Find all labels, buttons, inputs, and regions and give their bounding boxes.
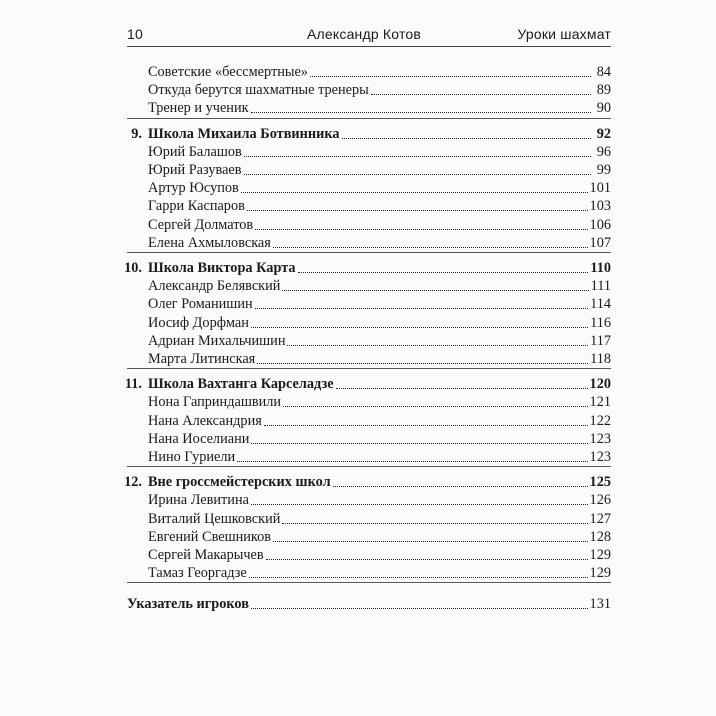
toc-page-number: 89 (596, 82, 611, 99)
chapter-number: 9. (131, 125, 142, 142)
toc-page-number: 114 (590, 296, 611, 313)
header-rule (127, 46, 611, 47)
dot-leader (251, 326, 588, 328)
page-number: 10 (127, 26, 143, 42)
toc-page-number: 96 (596, 143, 611, 160)
section-divider (127, 118, 611, 119)
toc-page-number: 127 (589, 510, 611, 527)
dot-leader (255, 228, 587, 230)
toc-page-number: 118 (590, 351, 611, 367)
toc-page-number: 123 (589, 430, 611, 447)
toc-entry-row (148, 347, 611, 367)
toc-page-number: 131 (589, 596, 611, 613)
toc-title: Марта Литинская (148, 351, 256, 367)
dot-leader (247, 209, 588, 211)
dot-leader (310, 75, 591, 77)
toc-entry-row (148, 409, 611, 429)
toc-page-number: 117 (590, 332, 611, 349)
toc-title: Сергей Долматов (148, 216, 254, 233)
running-header (127, 24, 611, 46)
toc-page-number: 107 (589, 234, 611, 251)
toc-title: Гарри Каспаров (148, 198, 245, 215)
dot-leader (336, 387, 588, 389)
toc-chapter-row (148, 470, 611, 490)
dot-leader (264, 424, 588, 426)
toc-page-number: 128 (589, 528, 611, 545)
dot-leader (251, 111, 591, 113)
toc-title: Юрий Балашов (148, 143, 242, 160)
toc-page-number: 123 (589, 449, 611, 465)
toc-entry-row (148, 311, 611, 331)
dot-leader (283, 405, 588, 407)
toc-entry-row (148, 427, 611, 447)
toc-page-number: 116 (590, 314, 611, 331)
dot-leader (282, 522, 587, 524)
toc-page-number: 106 (589, 216, 611, 233)
toc-title: Юрий Разуваев (148, 162, 242, 178)
toc-page-number: 129 (589, 565, 611, 582)
toc-title: Нана Александрия (148, 412, 262, 429)
toc-title: Нана Иоселиани (148, 430, 250, 447)
section-divider (127, 466, 611, 467)
toc-entry-row (148, 96, 611, 116)
toc-title: Тренер и ученик (148, 100, 249, 117)
toc-page-number: 84 (596, 64, 611, 80)
toc-entry-row (148, 390, 611, 410)
toc-title: Евгений Свешников (148, 528, 272, 545)
toc-title: Школа Виктора Карта (148, 260, 296, 276)
toc-entry-row (148, 231, 611, 251)
toc-title: Откуда берутся шахматные тренеры (148, 82, 369, 99)
toc-chapter-row (148, 122, 611, 142)
toc-entry-row (148, 274, 611, 294)
toc-entry-row (148, 525, 611, 545)
running-book-title: Уроки шахмат (517, 26, 611, 42)
dot-leader (255, 307, 588, 309)
dot-leader (241, 191, 588, 193)
toc-title: Артур Юсупов (148, 180, 239, 197)
toc-entry-row (148, 543, 611, 563)
toc-entry-row (148, 194, 611, 214)
toc-title: Иосиф Дорфман (148, 314, 249, 331)
dot-leader (282, 289, 588, 291)
toc-entry-row (148, 561, 611, 581)
chapter-number: 11. (124, 376, 142, 393)
toc-index-row (127, 592, 611, 612)
dot-leader (273, 540, 588, 542)
toc-page-number: 92 (596, 125, 611, 142)
dot-leader (257, 362, 588, 364)
toc-entry-row (148, 78, 611, 98)
toc-entry-row (148, 213, 611, 233)
toc-page-number: 129 (589, 547, 611, 563)
toc-title: Советские «бессмертные» (148, 64, 308, 80)
section-divider (127, 368, 611, 369)
dot-leader (251, 442, 587, 444)
toc-page-number: 122 (589, 412, 611, 429)
toc-title: Виталий Цешковский (148, 510, 281, 527)
toc-title: Школа Вахтанга Карселадзе (148, 376, 334, 393)
toc-title: Школа Михаила Ботвинника (148, 125, 340, 142)
toc-title: Нино Гуриели (148, 449, 236, 465)
toc-title: Указатель игроков (127, 596, 249, 613)
toc-page-number: 101 (589, 180, 611, 197)
dot-leader (298, 271, 589, 273)
toc-entry-row (148, 488, 611, 508)
toc-entry-row (148, 329, 611, 349)
toc-title: Елена Ахмыловская (148, 234, 271, 251)
dot-leader (266, 558, 588, 560)
dot-leader (273, 246, 588, 248)
dot-leader (371, 93, 591, 95)
toc-page-number: 125 (589, 474, 611, 491)
toc-page-number: 110 (590, 260, 611, 276)
toc-title: Адриан Михальчишин (148, 332, 286, 349)
toc-title: Вне гроссмейстерских школ (148, 474, 331, 491)
toc-page-number: 120 (589, 376, 611, 393)
dot-leader (342, 137, 591, 139)
toc-title: Тамаз Георгадзе (148, 565, 247, 582)
dot-leader (244, 173, 591, 175)
section-divider (127, 582, 611, 583)
toc-title: Ирина Левитина (148, 492, 249, 509)
chapter-number: 10. (124, 260, 142, 276)
toc-page-number: 99 (596, 162, 611, 178)
dot-leader (249, 576, 588, 578)
toc-chapter-row (148, 372, 611, 392)
dot-leader (251, 503, 588, 505)
toc-entry-row (148, 158, 611, 178)
toc-entry-row (148, 507, 611, 527)
dot-leader (251, 607, 588, 609)
toc-entry-row (148, 445, 611, 465)
toc-entry-row (148, 60, 611, 80)
toc-title: Олег Романишин (148, 296, 253, 313)
toc-title: Сергей Макарычев (148, 547, 264, 563)
toc-page-number: 121 (589, 394, 611, 411)
chapter-number: 12. (124, 474, 142, 491)
toc-page-number: 126 (589, 492, 611, 509)
toc-entry-row (148, 292, 611, 312)
running-author: Александр Котов (307, 26, 422, 42)
dot-leader (333, 485, 588, 487)
toc-page-number: 111 (590, 278, 611, 295)
toc-chapter-row (148, 256, 611, 276)
toc-title: Нона Гаприндашвили (148, 394, 282, 411)
dot-leader (244, 155, 591, 157)
toc-page-number: 103 (589, 198, 611, 215)
dot-leader (237, 460, 587, 462)
section-divider (127, 252, 611, 253)
toc-page-number: 90 (596, 100, 611, 117)
toc-entry-row (148, 176, 611, 196)
dot-leader (287, 344, 588, 346)
toc-entry-row (148, 140, 611, 160)
toc-title: Александр Белявский (148, 278, 281, 295)
